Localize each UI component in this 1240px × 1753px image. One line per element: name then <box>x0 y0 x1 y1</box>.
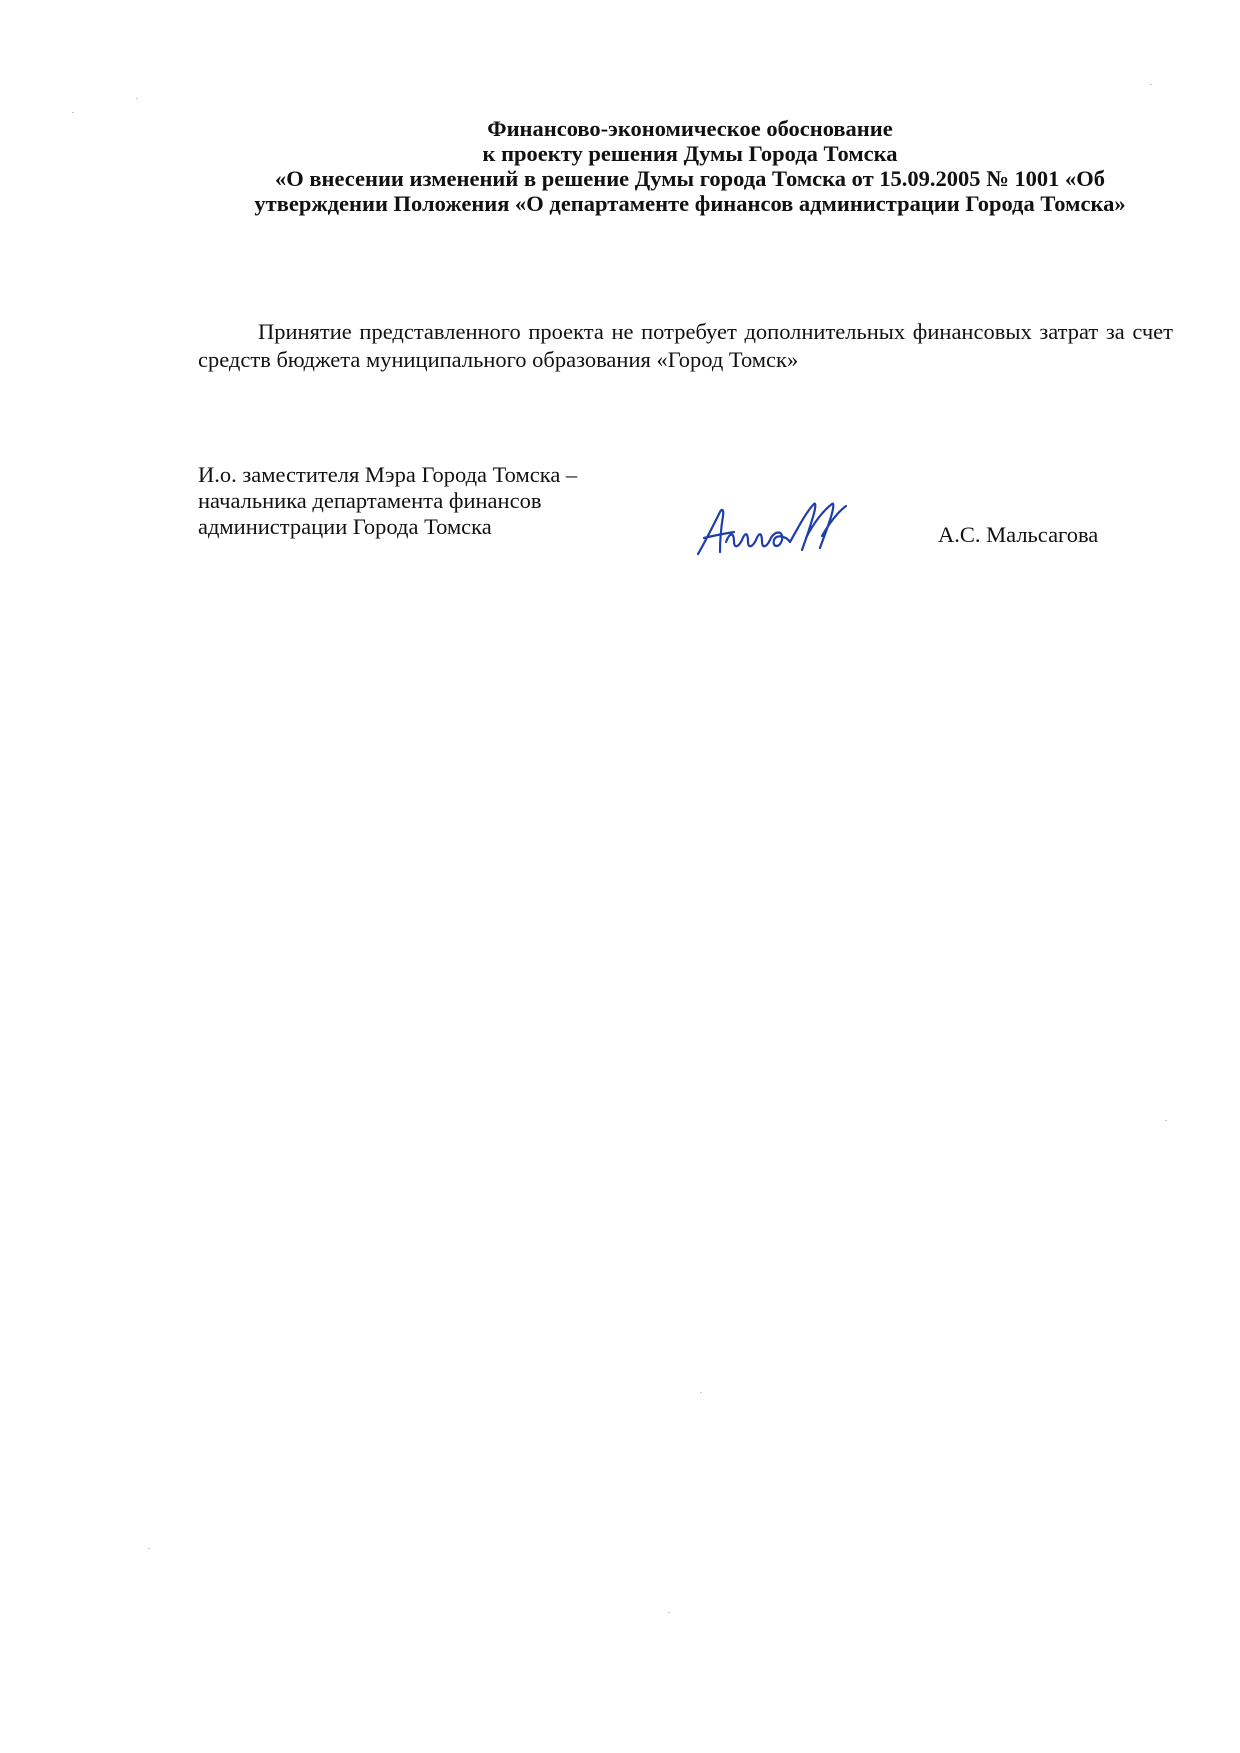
scan-speck <box>148 1548 150 1549</box>
scan-speck <box>136 98 138 99</box>
title-line: «О внесении изменений в решение Думы города Томска от 15.09.2005 № 1001 «Об <box>274 166 1105 191</box>
scan-speck <box>1165 1120 1167 1121</box>
body-paragraph: Принятие представленного проекта не потребует дополнительных финансовых затрат за счет средств бюджета муниципального образования «Город Томск» <box>198 319 1173 372</box>
title-line: Финансово-экономическое обоснование <box>487 116 893 141</box>
scan-speck <box>1150 84 1152 85</box>
signatory-name: А.С. Мальсагова <box>938 522 1099 547</box>
signatory-title <box>198 462 577 540</box>
title-line: утверждении Положения «О департаменте финансов администрации Города Томска» <box>254 191 1126 216</box>
scan-speck <box>700 1392 702 1393</box>
scan-speck <box>72 112 74 113</box>
handwritten-signature <box>690 498 890 562</box>
document-title <box>160 116 1220 216</box>
signatory-title-line: администрации Города Томска <box>198 514 492 539</box>
title-line: к проекту решения Думы Города Томска <box>482 141 898 166</box>
signatory-title-line: И.о. заместителя Мэра Города Томска – <box>198 462 578 487</box>
scan-speck <box>668 1612 670 1613</box>
signatory-title-line: начальника департамента финансов <box>198 488 542 513</box>
